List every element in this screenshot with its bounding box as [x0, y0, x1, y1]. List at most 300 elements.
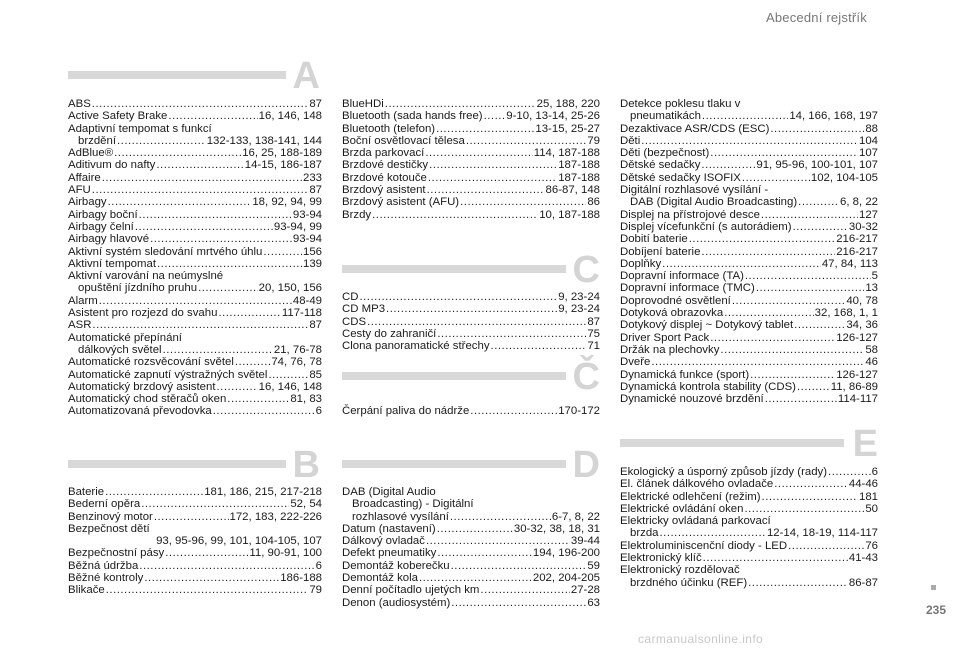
- index-pages: 75: [587, 327, 600, 340]
- index-line: [342, 523, 600, 535]
- section-bar: [68, 460, 286, 468]
- index-pages: 79: [309, 584, 322, 597]
- index-pages: 10, 187-188: [539, 208, 600, 221]
- index-entry: [68, 584, 322, 596]
- index-line: [342, 98, 600, 110]
- index-pages: 117-118: [281, 307, 322, 320]
- index-pages: 170-172: [558, 405, 600, 417]
- index-entry: [342, 196, 600, 208]
- index-entry: [68, 159, 322, 171]
- index-line: [68, 295, 322, 307]
- index-line: [68, 233, 322, 245]
- section-bar: [342, 460, 566, 468]
- index-line: [620, 307, 878, 319]
- index-line: [68, 584, 322, 596]
- index-pages: 216-217: [836, 245, 878, 258]
- section-letter: Č: [572, 356, 600, 398]
- index-pages: 132-133, 138-141, 144: [206, 134, 322, 147]
- index-entry: [68, 270, 322, 295]
- index-entry: [620, 319, 878, 331]
- index-line: [620, 540, 878, 552]
- leader-dots: [460, 196, 586, 208]
- index-line: [342, 209, 600, 221]
- index-entry: [620, 332, 878, 344]
- leader-dots: [742, 172, 810, 184]
- index-pages: 216-217: [836, 233, 878, 246]
- index-line: [620, 552, 878, 564]
- leader-dots: [689, 233, 835, 245]
- leader-dots: [427, 184, 545, 196]
- index-line: [342, 303, 600, 315]
- index-line: [620, 295, 878, 307]
- index-term: rozhlasové vysílání: [352, 510, 449, 523]
- index-pages: 9, 23-24: [558, 291, 600, 303]
- index-pages: 6: [315, 559, 322, 572]
- index-entry: [620, 307, 878, 319]
- index-pages: 32, 168, 1, 1: [814, 307, 878, 320]
- index-entry: [620, 344, 878, 356]
- leader-dots: [425, 147, 532, 159]
- index-entry: [342, 98, 600, 110]
- index-entry: [342, 172, 600, 184]
- index-line: [68, 560, 322, 572]
- index-pages: 172, 183, 222-226: [229, 510, 322, 523]
- index-entry: [342, 123, 600, 135]
- index-entry: [68, 332, 322, 357]
- index-line: [68, 332, 322, 344]
- index-pages: 30-32, 38, 18, 31: [513, 522, 600, 535]
- index-entry: [68, 393, 322, 405]
- index-entry: [342, 572, 600, 584]
- index-entry: [68, 221, 322, 233]
- index-pages: 187-188: [558, 159, 600, 172]
- index-pages: 6-7, 8, 22: [551, 510, 600, 523]
- index-entry: [620, 393, 878, 405]
- index-term: brzda: [630, 527, 659, 540]
- index-term: Airbagy: [68, 196, 107, 209]
- index-term: Elektrické odlehčení (režim): [620, 490, 761, 503]
- index-entry: [342, 535, 600, 547]
- index-line: [68, 523, 322, 535]
- index-term: Elektrické ovládání oken: [620, 502, 744, 515]
- index-line: [342, 123, 600, 135]
- index-term: Dopravní informace (TMC): [620, 282, 755, 295]
- index-entry: [342, 303, 600, 315]
- index-entry: [342, 316, 600, 328]
- index-line: [342, 597, 600, 609]
- index-term: Cesty do zahraničí: [342, 327, 437, 340]
- index-pages: 93-94: [292, 233, 322, 246]
- index-term: Bluetooth (sada hands free): [342, 110, 483, 123]
- leader-dots: [102, 172, 302, 184]
- index-entry: [620, 270, 878, 282]
- header-title: Abecední rejstřík: [766, 10, 867, 25]
- index-pages: 11, 90-91, 100: [249, 547, 322, 560]
- index-pages: 87: [309, 184, 322, 197]
- index-entry: [342, 291, 600, 303]
- index-entry: [68, 147, 322, 159]
- index-line: [68, 221, 322, 233]
- index-entry: [68, 486, 322, 498]
- index-term: Bezpečnost dětí: [68, 522, 150, 535]
- index-term: Asistent pro rozjezd do svahu: [68, 307, 218, 320]
- index-entry: [68, 209, 322, 221]
- index-line: [68, 184, 322, 196]
- index-entry: [620, 123, 878, 135]
- leader-dots: [480, 584, 569, 596]
- leader-dots: [710, 332, 835, 344]
- index-term: Brzdy: [342, 208, 372, 221]
- index-line: [620, 282, 878, 294]
- leader-dots: [788, 540, 864, 552]
- leader-dots: [744, 503, 864, 515]
- index-entry: [620, 491, 878, 503]
- index-term: Dobití baterie: [620, 233, 688, 246]
- leader-dots: [703, 552, 848, 564]
- index-pages: 86: [587, 196, 600, 209]
- leader-dots: [157, 258, 302, 270]
- index-pages: 186-188: [280, 572, 322, 585]
- index-line: [620, 332, 878, 344]
- index-pages: 13-15, 25-27: [535, 122, 600, 135]
- index-pages: 40, 78: [846, 294, 878, 307]
- leader-dots: [745, 270, 871, 282]
- leader-dots: [470, 405, 557, 417]
- index-term: Driver Sport Pack: [620, 331, 710, 344]
- index-line: [68, 135, 322, 147]
- index-line: [68, 344, 322, 356]
- index-entry: [620, 172, 878, 184]
- index-term: Digitální rozhlasové vysílání -: [620, 184, 769, 197]
- page-marker: [931, 585, 936, 590]
- index-line: [68, 381, 322, 393]
- index-line: [342, 196, 600, 208]
- index-pages: 87: [309, 98, 322, 110]
- leader-dots: [450, 511, 551, 523]
- index-entry: [620, 135, 878, 147]
- index-entry: [620, 147, 878, 159]
- index-pages: 44-46: [848, 478, 878, 491]
- index-line: [342, 172, 600, 184]
- index-pages: 14, 166, 168, 197: [789, 110, 878, 123]
- index-term: Blikače: [68, 584, 105, 597]
- index-entry: [68, 295, 322, 307]
- index-line: [620, 172, 878, 184]
- index-entry: [342, 135, 600, 147]
- index-entry: [342, 110, 600, 122]
- index-pages: 48-49: [292, 294, 322, 307]
- index-term: Demontáž kola: [342, 572, 418, 585]
- index-line: [68, 147, 322, 159]
- index-term: Elektricky ovládaná parkovací: [620, 515, 771, 528]
- index-pages: 14-15, 186-187: [244, 159, 322, 172]
- leader-dots: [451, 560, 587, 572]
- index-entry: [620, 564, 878, 589]
- leader-dots: [793, 221, 848, 233]
- section-bar: [620, 439, 844, 447]
- index-pages: 11, 86-89: [830, 380, 878, 393]
- index-line: [68, 486, 322, 498]
- index-term: Dynamická kontrola stability (CDS): [620, 380, 796, 393]
- index-term: CDS: [342, 315, 367, 328]
- index-term: Brzdové destičky: [342, 159, 429, 172]
- index-term: Benzinový motor: [68, 510, 153, 523]
- index-term: Automatické přepínání: [68, 331, 182, 344]
- index-entry: [342, 597, 600, 609]
- index-term: Elektronický klíč: [620, 552, 702, 565]
- index-pages: 39-44: [570, 535, 600, 548]
- index-pages: 16, 25, 188-189: [242, 147, 322, 160]
- index-term: brzdění: [78, 134, 116, 147]
- index-line: [68, 98, 322, 110]
- index-entry: [620, 233, 878, 245]
- index-term: AFU: [68, 184, 91, 197]
- index-line: [68, 110, 322, 122]
- leader-dots: [139, 209, 292, 221]
- index-pages: 93, 95-96, 99, 101, 104-105, 107: [156, 535, 322, 548]
- index-pages: 107: [858, 147, 878, 160]
- index-entry: [68, 184, 322, 196]
- leader-dots: [491, 340, 587, 352]
- index-line: [620, 478, 878, 490]
- index-line: [342, 291, 600, 303]
- index-pages: 86-87: [848, 576, 878, 589]
- index-entry: [68, 381, 322, 393]
- index-pages: 76: [865, 539, 878, 552]
- index-line: [342, 405, 600, 417]
- index-line: [620, 356, 878, 368]
- index-entry: [620, 540, 878, 552]
- index-line: [68, 282, 322, 294]
- index-pages: 50: [865, 502, 878, 515]
- leader-dots: [437, 547, 532, 559]
- index-line: [620, 491, 878, 503]
- index-entry: [68, 405, 322, 417]
- leader-dots: [218, 307, 280, 319]
- index-term: Dveře: [620, 356, 651, 369]
- index-term: Airbagy hlavové: [68, 233, 150, 246]
- index-line: [620, 515, 878, 527]
- index-term: Běžná údržba: [68, 559, 139, 572]
- index-term: ABS: [68, 98, 91, 110]
- leader-dots: [141, 498, 289, 510]
- index-term: Automatický chod stěračů oken: [68, 393, 227, 406]
- index-pages: 9-10, 13-14, 25-26: [506, 110, 600, 123]
- leader-dots: [426, 535, 570, 547]
- index-term: ASR: [68, 319, 92, 332]
- index-pages: 13: [865, 282, 878, 295]
- index-line: [620, 369, 878, 381]
- index-entry: [620, 258, 878, 270]
- index-pages: 114, 187-188: [533, 147, 600, 160]
- index-pages: 21, 76-78: [273, 343, 322, 356]
- index-line: [620, 466, 878, 478]
- index-line: [620, 577, 878, 589]
- leader-dots: [437, 328, 586, 340]
- index-entry: [342, 405, 600, 417]
- leader-dots: [429, 159, 557, 171]
- index-entry: [68, 547, 322, 559]
- index-entry: [68, 246, 322, 258]
- index-pages: 16, 146, 148: [258, 110, 322, 123]
- index-pages: 81, 83: [290, 393, 322, 406]
- index-term: DAB (Digital Audio Broadcasting): [630, 196, 798, 209]
- index-entry: [620, 503, 878, 515]
- index-term: Brzdové kotouče: [342, 171, 427, 184]
- index-pages: 187-188: [558, 171, 600, 184]
- index-pages: 102, 104-105: [810, 171, 878, 184]
- leader-dots: [154, 511, 229, 523]
- section-letter: A: [292, 55, 320, 97]
- index-pages: 194, 196-200: [532, 547, 600, 560]
- index-pages: 59: [587, 559, 600, 572]
- section-bar: [68, 71, 286, 79]
- index-term: BlueHDi: [342, 98, 384, 110]
- leader-dots: [165, 547, 248, 559]
- index-line: [68, 209, 322, 221]
- leader-dots: [386, 303, 557, 315]
- leader-dots: [139, 560, 314, 572]
- index-term: Airbagy čelní: [68, 220, 134, 233]
- index-line: [68, 270, 322, 282]
- index-term: Dynamická funkce (sport): [620, 368, 750, 381]
- index-line: [342, 486, 600, 498]
- index-line: [342, 159, 600, 171]
- section-letter: D: [572, 444, 600, 486]
- index-term: Brzda parkovací: [342, 147, 425, 160]
- leader-dots: [702, 110, 788, 122]
- index-line: [620, 98, 878, 110]
- index-term: Automatický brzdový asistent: [68, 380, 216, 393]
- index-entry: [620, 552, 878, 564]
- index-line: [342, 147, 600, 159]
- leader-dots: [732, 295, 846, 307]
- index-line: [68, 123, 322, 135]
- index-line: [68, 258, 322, 270]
- index-term: Dálkový ovladač: [342, 535, 425, 548]
- index-term: Denon (audiosystém): [342, 596, 451, 609]
- leader-dots: [720, 344, 864, 356]
- index-line: [342, 110, 600, 122]
- index-term: pneumatikách: [630, 110, 701, 123]
- index-pages: 139: [302, 257, 322, 270]
- index-pages: 93-94, 99: [273, 220, 322, 233]
- leader-dots: [765, 393, 837, 405]
- section-header-c: [342, 250, 600, 290]
- leader-dots: [268, 369, 308, 381]
- index-pages: 6, 8, 22: [840, 196, 878, 209]
- index-line: [68, 172, 322, 184]
- index-entry: [68, 572, 322, 584]
- watermark: carmanualsonline.info: [638, 632, 764, 646]
- index-pages: 93-94: [292, 208, 322, 221]
- leader-dots: [701, 246, 835, 258]
- index-line: [620, 381, 878, 393]
- index-entry: [68, 369, 322, 381]
- leader-dots: [436, 123, 534, 135]
- page-number: 235: [926, 603, 947, 617]
- index-term: Dětské sedačky ISOFIX: [620, 171, 741, 184]
- index-entry: [68, 196, 322, 208]
- leader-dots: [108, 196, 252, 208]
- index-line: [620, 258, 878, 270]
- index-line: [620, 319, 878, 331]
- leader-dots: [156, 159, 243, 171]
- index-entry: [620, 221, 878, 233]
- section-header-b: [68, 445, 320, 485]
- leader-dots: [710, 147, 858, 159]
- index-pages: 46: [865, 356, 878, 369]
- index-pages: 20, 150, 156: [258, 282, 322, 295]
- leader-dots: [106, 584, 309, 596]
- index-term: El. článek dálkového ovladače: [620, 478, 774, 491]
- index-line: [342, 560, 600, 572]
- index-term: Aktivní systém sledování mrtvého úhlu: [68, 245, 263, 258]
- index-line: [620, 184, 878, 196]
- index-line: [620, 344, 878, 356]
- index-pages: 6: [871, 466, 878, 478]
- leader-dots: [750, 369, 835, 381]
- index-entry: [342, 340, 600, 352]
- index-pages: 71: [587, 340, 600, 353]
- index-term: brzdného účinku (REF): [630, 576, 748, 589]
- leader-dots: [770, 123, 864, 135]
- index-entry: [620, 381, 878, 393]
- index-line: [68, 196, 322, 208]
- index-term: Active Safety Brake: [68, 110, 168, 123]
- index-term: Airbagy boční: [68, 208, 138, 221]
- leader-dots: [419, 572, 532, 584]
- index-entry: [342, 547, 600, 559]
- index-entry: [620, 295, 878, 307]
- leader-dots: [263, 246, 302, 258]
- index-term: Doplňky: [620, 257, 662, 270]
- index-pages: 16, 146, 148: [258, 380, 322, 393]
- index-entry: [68, 511, 322, 523]
- index-entry: [620, 246, 878, 258]
- index-term: CD: [342, 291, 359, 303]
- leader-dots: [114, 147, 241, 159]
- index-term: opuštění jízdního pruhu: [78, 282, 198, 295]
- index-term: Demontáž koberečku: [342, 559, 450, 572]
- index-pages: 126-127: [836, 368, 878, 381]
- index-line: [620, 147, 878, 159]
- index-line: [342, 511, 600, 523]
- index-entry: [620, 98, 878, 123]
- index-entry: [620, 466, 878, 478]
- index-line: [620, 233, 878, 245]
- index-pages: 79: [587, 134, 600, 147]
- index-term: Ekologický a úsporný způsob jízdy (rady): [620, 466, 828, 478]
- index-entry: [68, 98, 322, 110]
- index-line: [342, 184, 600, 196]
- index-column-d2: [620, 98, 878, 405]
- index-pages: 5: [871, 270, 878, 283]
- index-entry: [68, 233, 322, 245]
- index-line: [342, 340, 600, 352]
- index-entry: [342, 159, 600, 171]
- index-line: [620, 246, 878, 258]
- section-header-e: [620, 424, 878, 464]
- index-entry: [620, 515, 878, 540]
- index-line: [342, 498, 600, 510]
- index-line: [342, 572, 600, 584]
- index-term: Brzdový asistent (AFU): [342, 196, 460, 209]
- index-pages: 104: [858, 134, 878, 147]
- index-term: Baterie: [68, 486, 105, 498]
- index-entry: [68, 172, 322, 184]
- index-line: [620, 135, 878, 147]
